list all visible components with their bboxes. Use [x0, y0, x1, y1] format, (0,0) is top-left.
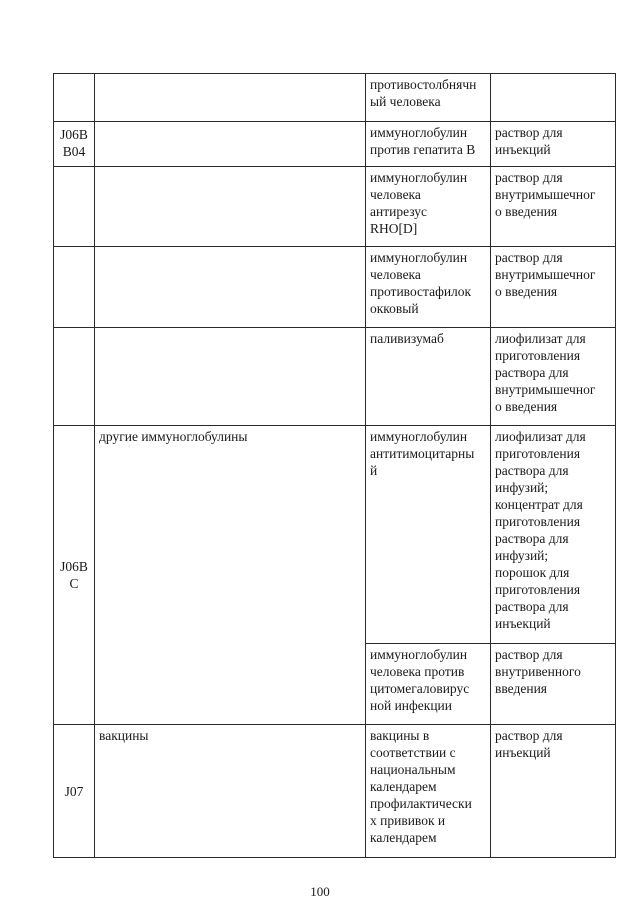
dosage-form-cell: раствор для внутримышечног о введения — [491, 167, 616, 247]
group-name-cell — [95, 122, 366, 167]
table-row — [54, 247, 616, 328]
table-row — [54, 725, 616, 858]
dosage-form-cell: раствор для внутривенного введения — [491, 644, 616, 725]
drug-name-cell: иммуноглобулин человека противостафилок окковый — [366, 247, 491, 328]
atc-code-cell: J07 — [54, 725, 95, 858]
atc-code-cell — [54, 74, 95, 122]
table-row — [54, 122, 616, 167]
table-row — [54, 426, 616, 644]
group-name-cell — [95, 328, 366, 426]
group-name-cell — [95, 74, 366, 122]
group-name-cell: вакцины — [95, 725, 366, 858]
dosage-form-cell: раствор для инъекций — [491, 122, 616, 167]
atc-code-cell — [54, 328, 95, 426]
atc-code-cell: J06B B04 — [54, 122, 95, 167]
drug-name-cell: паливизумаб — [366, 328, 491, 426]
group-name-cell — [95, 247, 366, 328]
table-row — [54, 328, 616, 426]
drug-name-cell: иммуноглобулин антитимоцитарны й — [366, 426, 491, 644]
drug-name-cell: вакцины в соответствии с национальным календарем профилактически х прививок и календарем — [366, 725, 491, 858]
page-number: 100 — [310, 884, 330, 899]
group-name-cell — [95, 167, 366, 247]
drug-name-cell: противостолбнячн ый человека — [366, 74, 491, 122]
dosage-form-cell: лиофилизат для приготовления раствора для внутримышечног о введения — [491, 328, 616, 426]
drug-name-cell: иммуноглобулин против гепатита B — [366, 122, 491, 167]
drug-name-cell: иммуноглобулин человека антирезус RHO[D] — [366, 167, 491, 247]
atc-code-cell — [54, 167, 95, 247]
dosage-form-cell — [491, 74, 616, 122]
drug-table — [53, 73, 616, 858]
atc-code-cell — [54, 247, 95, 328]
group-name-cell: другие иммуноглобулины — [95, 426, 366, 725]
table-row — [54, 167, 616, 247]
dosage-form-cell: лиофилизат для приготовления раствора для инфузий; концентрат для приготовления раствора для инфузий; порошок для приготовления раствора для инъекций — [491, 426, 616, 644]
drug-name-cell: иммуноглобулин человека против цитомегаловирус ной инфекции — [366, 644, 491, 725]
dosage-form-cell: раствор для инъекций — [491, 725, 616, 858]
table-row — [54, 74, 616, 122]
atc-code-cell: J06B C — [54, 426, 95, 725]
dosage-form-cell: раствор для внутримышечног о введения — [491, 247, 616, 328]
